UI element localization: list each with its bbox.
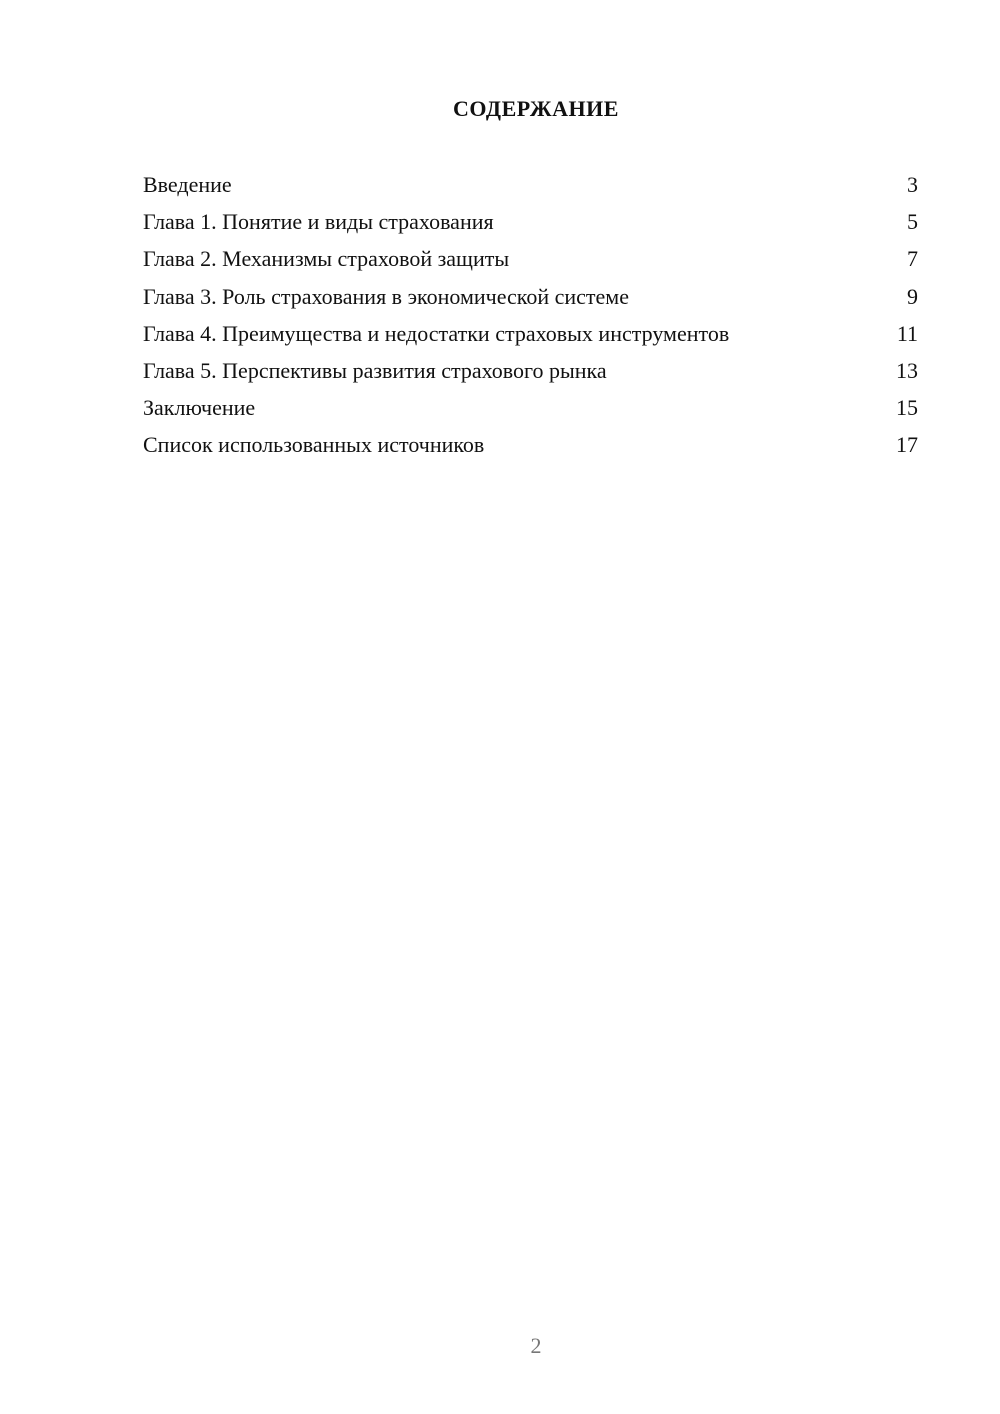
toc-entry-chapter-1	[143, 203, 918, 240]
toc-entry-page-number: 17	[896, 432, 918, 458]
toc-entry-title: Введение	[143, 172, 232, 197]
toc-entry-page-number: 13	[896, 357, 918, 383]
toc-entry-page-number: 7	[907, 246, 918, 272]
toc-entry-title: Заключение	[143, 395, 256, 421]
toc-entry-title: Глава 4. Преимущества и недостатки страховых инструментов	[143, 320, 730, 346]
toc-entry-page-number: 11	[896, 320, 918, 346]
page-number: 2	[530, 1333, 542, 1358]
toc-entry-title: Глава 5. Перспективы развития страхового рынка	[143, 357, 607, 383]
toc-entry-title: Глава 1. Понятие и виды страхования	[143, 209, 494, 235]
toc-entry-page-number: 15	[896, 395, 918, 421]
table-of-contents	[143, 166, 918, 464]
toc-entry-chapter-2	[143, 240, 918, 277]
toc-entry-page-number: 3	[907, 172, 918, 197]
toc-entry-conclusion	[143, 389, 918, 426]
toc-entry-chapter-3	[143, 278, 918, 315]
toc-entry-title: Список использованных источников	[143, 432, 485, 458]
toc-entry-introduction	[143, 166, 918, 203]
toc-entry-page-number: 9	[907, 283, 918, 309]
toc-entry-title: Глава 2. Механизмы страховой защиты	[143, 246, 510, 272]
toc-heading: СОДЕРЖАНИЕ	[453, 96, 619, 121]
toc-entry-chapter-4	[143, 315, 918, 352]
toc-entry-references	[143, 426, 918, 463]
toc-entry-chapter-5	[143, 352, 918, 389]
toc-entry-page-number: 5	[907, 209, 918, 235]
toc-entry-title: Глава 3. Роль страхования в экономической системе	[143, 283, 629, 309]
